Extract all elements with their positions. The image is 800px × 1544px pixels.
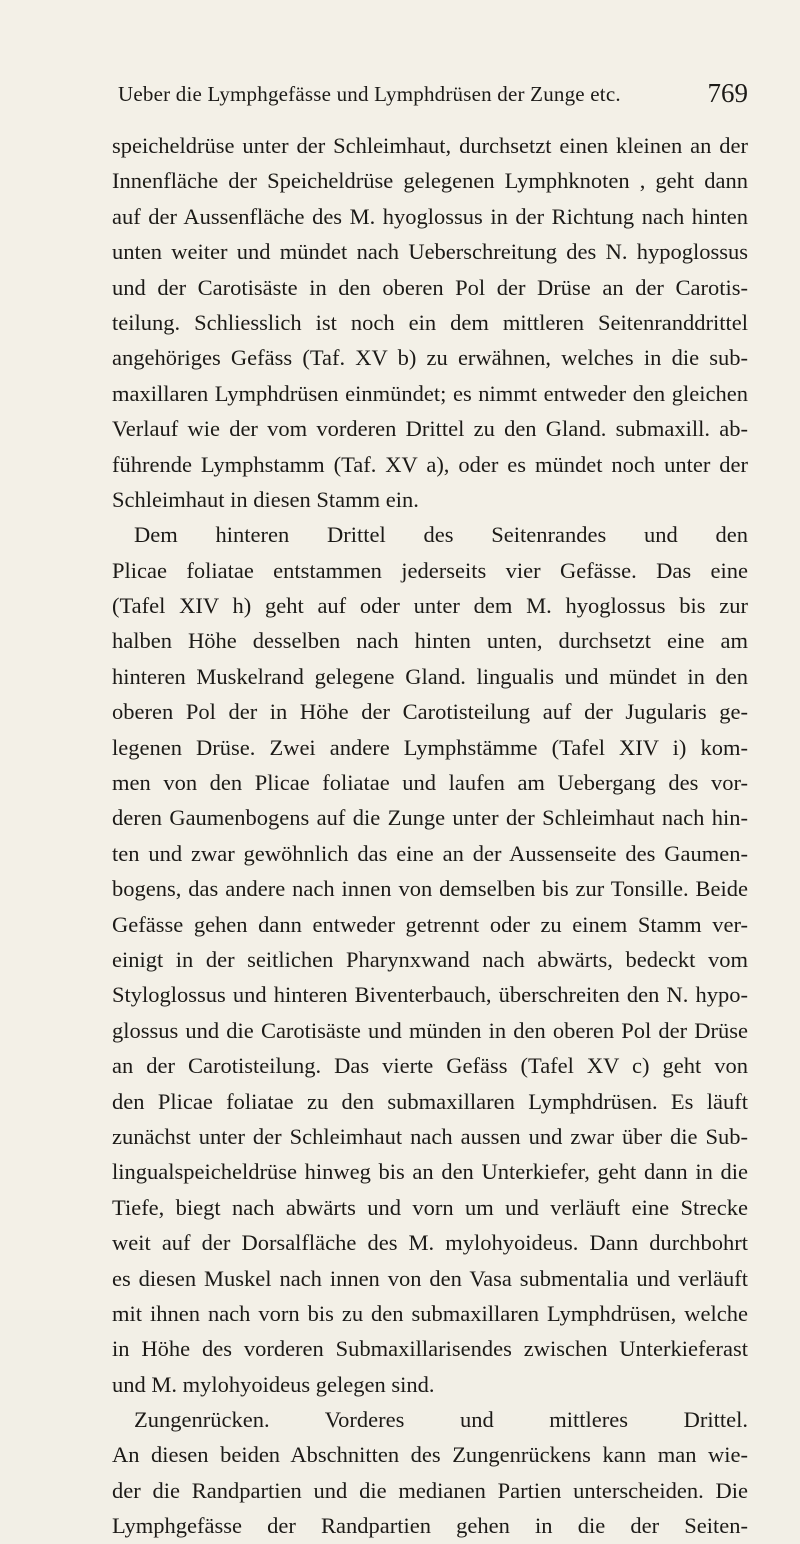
text-line: deren Gaumenbogens auf die Zunge unter der Schleimhaut nach hin- (112, 805, 748, 831)
text-line: speicheldrüse unter der Schleimhaut, durchsetzt einen kleinen an der (112, 133, 748, 158)
text-line: hinteren Muskelrand gelegene Gland. lingualis und mündet in den (112, 663, 748, 689)
text-line: glossus und die Carotisäste und münden in den oberen Pol der Drüse (112, 1017, 748, 1043)
text-line: führende Lymphstamm (Taf. XV a), oder es mündet noch unter der (112, 451, 748, 477)
text-line: angehöriges Gefäss (Taf. XV b) zu erwähnen, welches in die sub- (112, 345, 748, 371)
text-line: einigt in der seitlichen Pharynxwand nach abwärts, bedeckt vom (112, 946, 748, 972)
running-title: Ueber die Lymphgefässe und Lymphdrüsen der Zunge etc. (118, 82, 621, 106)
text-line: unten weiter und mündet nach Ueberschreitung des N. hypoglossus (112, 239, 748, 265)
text-line: Styloglossus und hinteren Biventerbauch, überschreiten den N. hypo- (112, 982, 748, 1008)
text-line: Tiefe, biegt nach abwärts und vorn um und verläuft eine Strecke (112, 1194, 748, 1220)
text-line: An diesen beiden Abschnitten des Zungenrückens kann man wie- (112, 1442, 748, 1468)
text-line: und M. mylohyoideus gelegen sind. (112, 1371, 435, 1397)
page-header (118, 78, 748, 112)
text-line: bogens, das andere nach innen von demselben bis zur Tonsille. Beide (112, 876, 748, 902)
text-line: mit ihnen nach vorn bis zu den submaxillaren Lymphdrüsen, welche (112, 1300, 748, 1326)
text-line: der die Randpartien und die medianen Partien unterscheiden. Die (112, 1477, 748, 1503)
section-heading-line: Dem hinteren Drittel des Seitenrandes und den (134, 522, 748, 548)
text-line: weit auf der Dorsalfläche des M. mylohyoideus. Dann durchbohrt (112, 1230, 748, 1256)
text-line: halben Höhe desselben nach hinten unten, durchsetzt eine am (112, 628, 748, 654)
text-line: teilung. Schliesslich ist noch ein dem mittleren Seitenranddrittel (112, 309, 748, 335)
text-line: maxillaren Lymphdrüsen einmündet; es nimmt entweder den gleichen (112, 380, 748, 406)
section-heading-line: Zungenrücken. Vorderes und mittleres Drittel. (134, 1407, 748, 1433)
text-line: Verlauf wie der vom vorderen Drittel zu den Gland. submaxill. ab- (112, 416, 748, 442)
text-line: auf der Aussenfläche des M. hyoglossus in der Richtung nach hinten (112, 203, 748, 229)
text-line: Gefässe gehen dann entweder getrennt oder zu einem Stamm ver- (112, 911, 748, 937)
text-line: men von den Plicae foliatae und laufen am Uebergang des vor- (112, 770, 748, 796)
text-line: es diesen Muskel nach innen von den Vasa submentalia und verläuft (112, 1265, 748, 1291)
text-line: oberen Pol der in Höhe der Carotisteilung auf der Jugularis ge- (112, 699, 748, 725)
text-line: Lymphgefässe der Randpartien gehen in die der Seiten- (112, 1513, 748, 1539)
text-line: Innenfläche der Speicheldrüse gelegenen Lymphknoten , geht dann (112, 168, 748, 194)
text-line: den Plicae foliatae zu den submaxillaren Lymphdrüsen. Es läuft (112, 1088, 748, 1114)
page-number: 769 (707, 78, 748, 108)
text-line: (Tafel XIV h) geht auf oder unter dem M. hyoglossus bis zur (112, 593, 748, 619)
text-line: legenen Drüse. Zwei andere Lymphstämme (Tafel XIV i) kom- (112, 734, 748, 760)
text-line: lingualspeicheldrüse hinweg bis an den Unterkiefer, geht dann in die (112, 1159, 748, 1185)
text-line: ten und zwar gewöhnlich das eine an der Aussenseite des Gaumen- (112, 840, 748, 866)
text-line: zunächst unter der Schleimhaut nach aussen und zwar über die Sub- (112, 1123, 748, 1149)
text-line: Plicae foliatae entstammen jederseits vier Gefässe. Das eine (112, 557, 748, 583)
text-line: in Höhe des vorderen Submaxillarisendes zwischen Unterkieferast (112, 1336, 748, 1362)
text-line: Schleimhaut in diesen Stamm ein. (112, 486, 419, 512)
text-line: und der Carotisäste in den oberen Pol der Drüse an der Carotis- (112, 274, 748, 300)
text-line: an der Carotisteilung. Das vierte Gefäss (Tafel XV c) geht von (112, 1053, 748, 1079)
body-text (112, 128, 748, 1544)
